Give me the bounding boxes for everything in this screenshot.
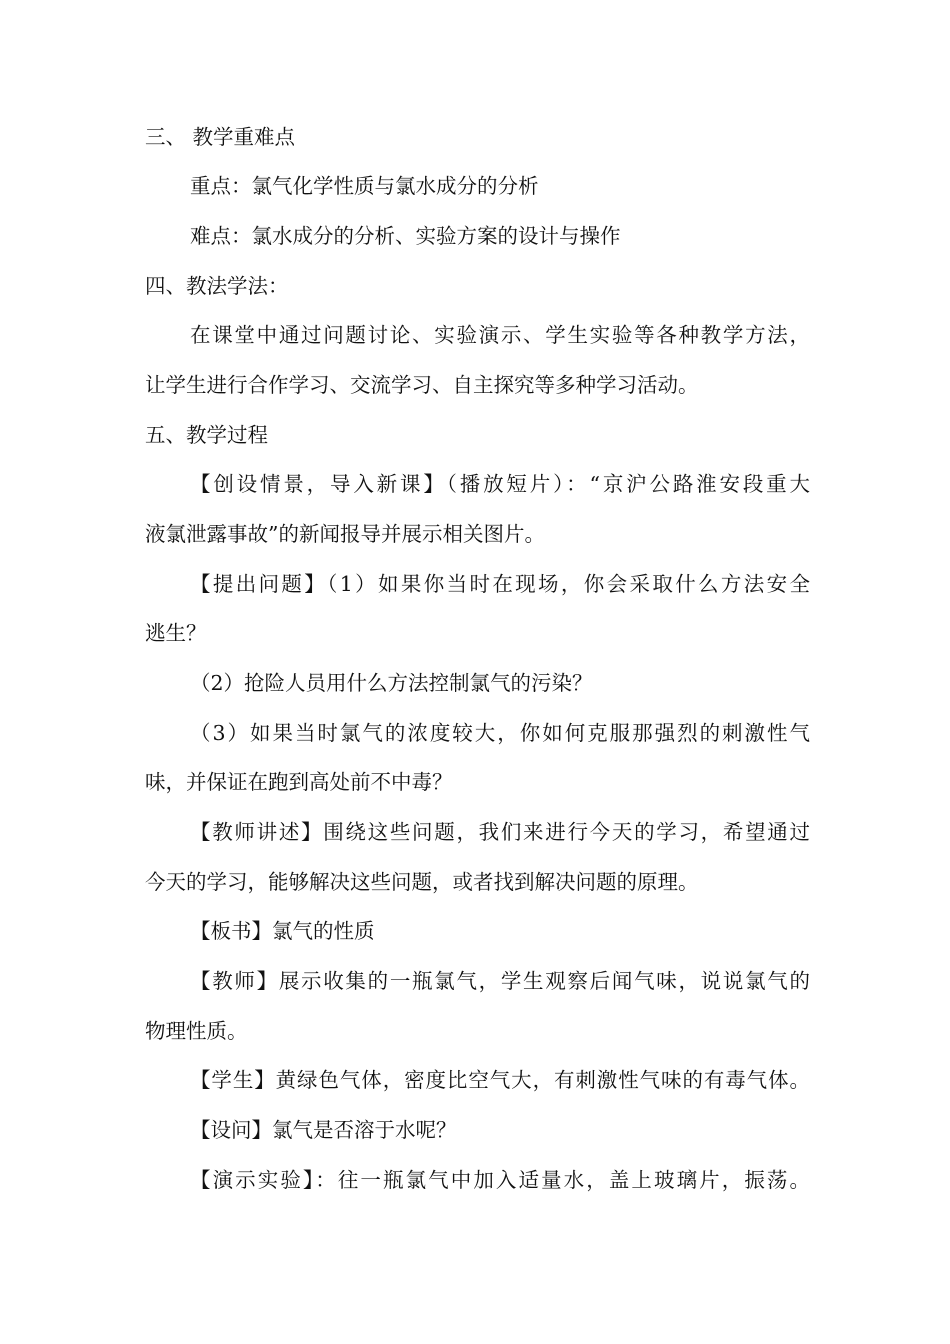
section-heading-3: 三、 教学重难点	[145, 125, 296, 149]
key-point-text: 重点：氯气化学性质与氯水成分的分析	[190, 174, 539, 198]
paragraph-line: 【教师讲述】围绕这些问题，我们来进行今天的学习，希望通过	[190, 820, 810, 844]
paragraph-line: 味，并保证在跑到高处前不中毒？	[145, 770, 453, 794]
paragraph-line: 液氯泄露事故”的新闻报导并展示相关图片。	[145, 522, 545, 546]
section-heading-4: 四、教法学法：	[145, 274, 289, 298]
paragraph-line: 物理性质。	[145, 1019, 248, 1043]
paragraph-line: 【创设情景，导入新课】（播放短片）：“京沪公路淮安段重大	[190, 472, 810, 496]
paragraph-line: 【教师】展示收集的一瓶氯气，学生观察后闻气味，说说氯气的	[190, 969, 810, 993]
paragraph-line: 【板书】氯气的性质	[190, 919, 375, 943]
paragraph-line: 让学生进行合作学习、交流学习、自主探究等多种学习活动。	[145, 373, 699, 397]
paragraph-line: 在课堂中通过问题讨论、实验演示、学生实验等各种教学方法，	[190, 323, 810, 347]
section-heading-5: 五、教学过程	[145, 423, 268, 447]
paragraph-line: （3）如果当时氯气的浓度较大，你如何克服那强烈的刺激性气	[190, 721, 810, 745]
paragraph-line: 【提出问题】（1）如果你当时在现场，你会采取什么方法安全	[190, 572, 810, 596]
paragraph-line: 【设问】氯气是否溶于水呢？	[190, 1118, 457, 1142]
paragraph-line: （2）抢险人员用什么方法控制氯气的污染？	[190, 671, 593, 695]
paragraph-line: 逃生？	[145, 621, 207, 645]
paragraph-line: 今天的学习，能够解决这些问题，或者找到解决问题的原理。	[145, 870, 699, 894]
paragraph-line: 【演示实验】：往一瓶氯气中加入适量水，盖上玻璃片，振荡。	[190, 1168, 810, 1192]
paragraph-line: 【学生】黄绿色气体，密度比空气大，有刺激性气味的有毒气体。	[190, 1068, 810, 1092]
difficult-point-text: 难点：氯水成分的分析、实验方案的设计与操作	[190, 224, 621, 248]
